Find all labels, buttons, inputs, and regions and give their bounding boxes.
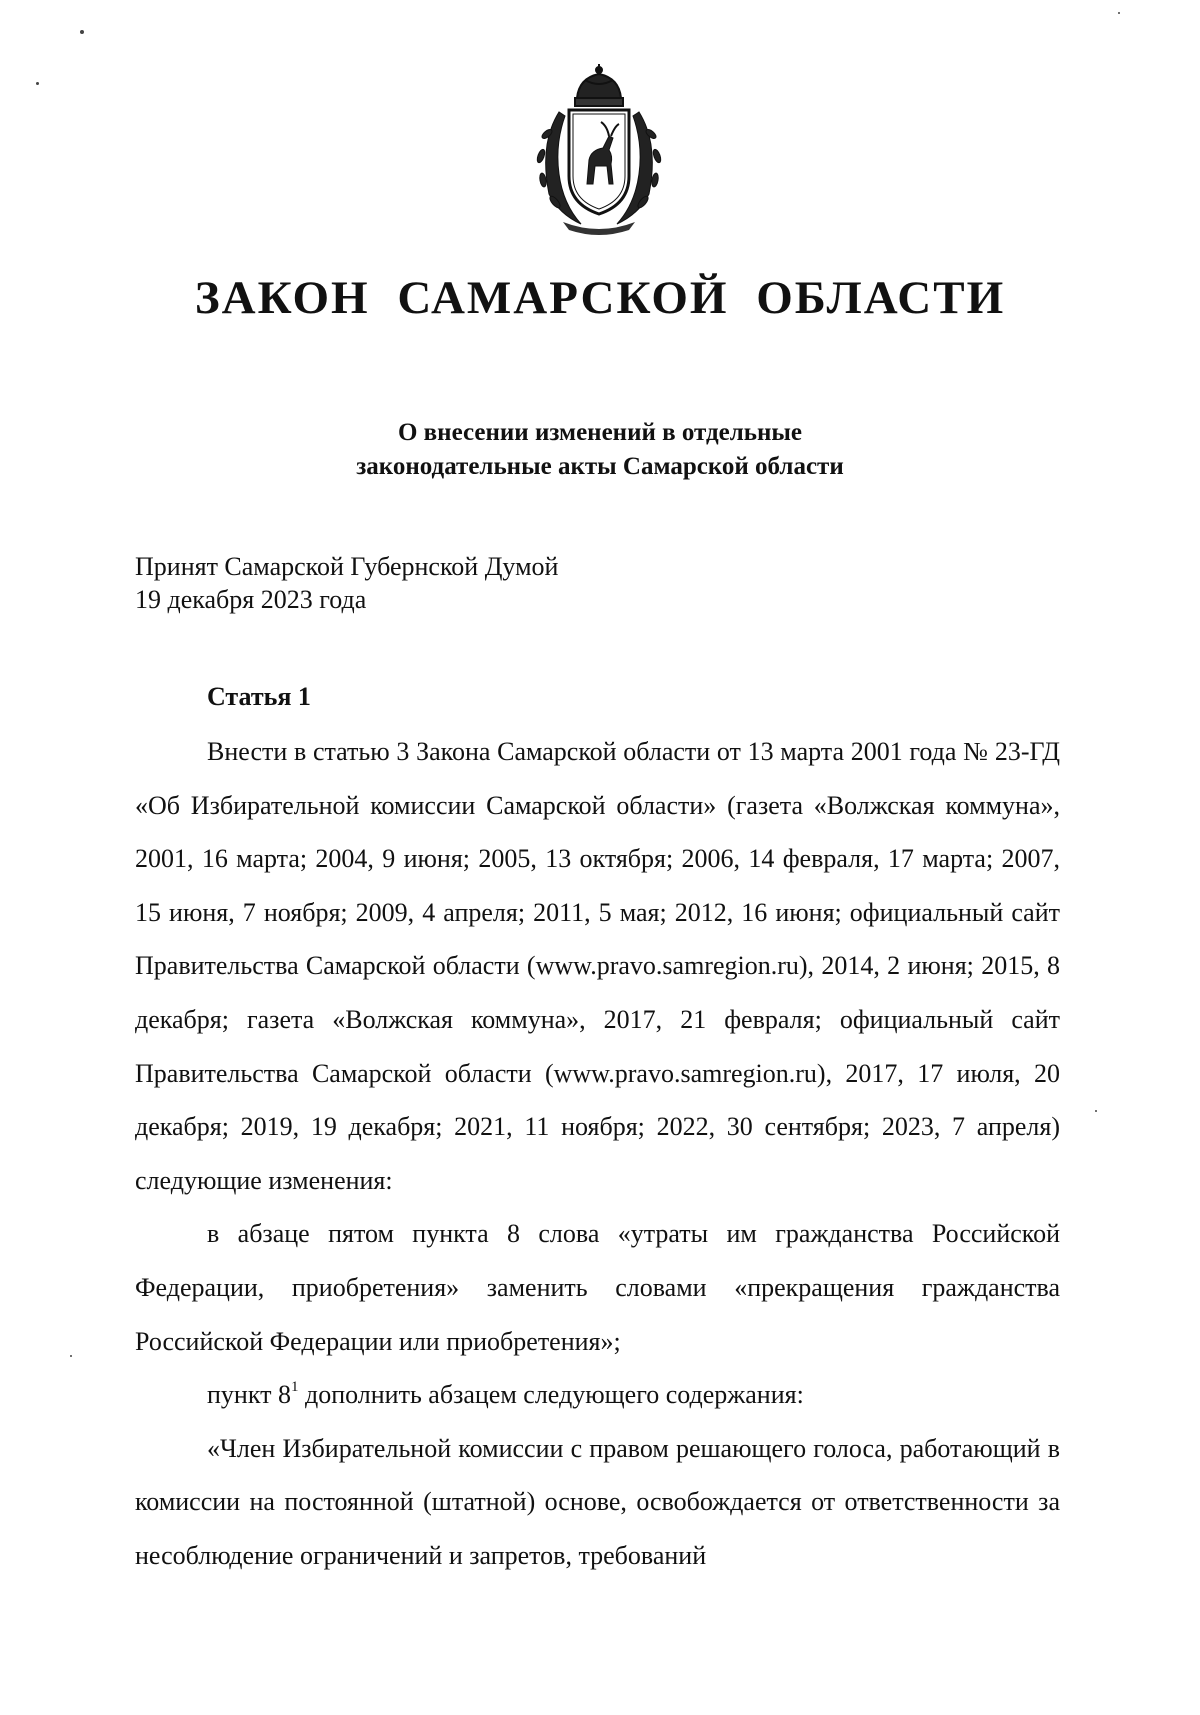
law-subtitle-line-2: законодательные акты Самарской области <box>356 453 844 480</box>
paragraph-3 <box>135 1368 1060 1422</box>
law-subtitle <box>0 416 1200 484</box>
scan-speck <box>36 82 39 85</box>
paragraph-2: в абзаце пятом пункта 8 слова «утраты им гражданства Российской Федерации, приобретения» заменить словами «прекращения гражданства Российской Федерации или приобретения»; <box>135 1219 1060 1356</box>
adoption-body: Принят Самарской Губернской Думой <box>135 552 559 581</box>
paragraph-3-superscript: 1 <box>290 1379 299 1396</box>
article-body <box>135 725 1060 1583</box>
paragraph-3-start: пункт 8 <box>207 1380 291 1410</box>
samara-coat-of-arms-emblem <box>529 64 669 236</box>
law-subtitle-line-1: О внесении изменений в отдельные <box>397 419 803 446</box>
adoption-date: 19 декабря 2023 года <box>135 585 367 614</box>
law-title: ЗАКОН САМАРСКОЙ ОБЛАСТИ <box>194 272 1006 324</box>
scan-speck <box>70 1355 72 1357</box>
paragraph-4: «Член Избирательной комиссии с правом решающего голоса, работающий в комиссии на постоянной (штатной) основе, освобождается от ответственности за несоблюдение ограничений и запретов, требований <box>135 1433 1060 1570</box>
adoption-note <box>135 550 558 616</box>
article-heading: Статья 1 <box>207 682 311 711</box>
paragraph-1: Внести в статью 3 Закона Самарской области от 13 марта 2001 года № 23-ГД «Об Избирательной комиссии Самарской области» (газета «Волжская коммуна», 2001, 16 марта; 2004, 9 июня; 2005, 13 октября; 2006, 14 февраля, 17 марта; 2007, 15 июня, 7 ноября; 2009, 4 апреля; 2011, 5 мая; 2012, 16 июня; официальный сайт Правительства Самарской области (www.pravo.samregion.ru), 2014, 2 июня; 2015, 8 декабря; газета «Волжская коммуна», 2017, 21 февраля; официальный сайт Правительства Самарской области (www.pravo.samregion.ru), 2017, 17 июля, 20 декабря; 2019, 19 декабря; 2021, 11 ноября; 2022, 30 сентября; 2023, 7 апреля) следующие изменения: <box>135 737 1060 1195</box>
scan-speck <box>80 30 84 34</box>
scan-speck <box>1118 12 1120 14</box>
scan-speck <box>1095 1110 1097 1112</box>
paragraph-3-end: дополнить абзацем следующего содержания: <box>298 1380 804 1410</box>
